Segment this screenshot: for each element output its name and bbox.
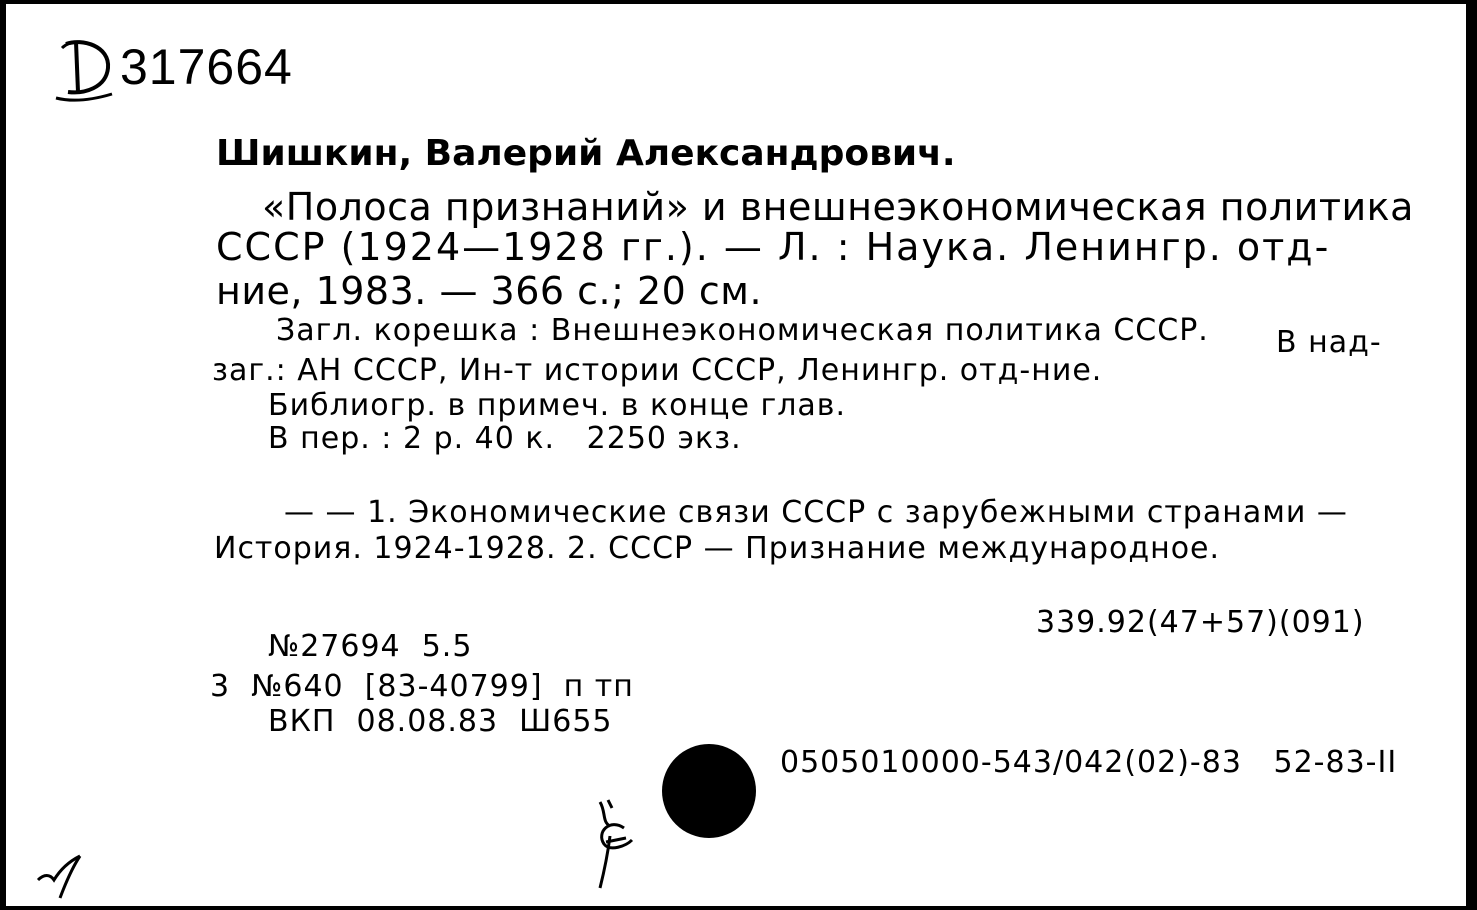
subject-line: — — 1. Экономические связи СССР с зарубежными странами —	[284, 495, 1348, 530]
title-line: СССР (1924—1928 гг.). — Л. : Наука. Ленингр. отд-	[216, 225, 1331, 269]
catalog-code: 0505010000-543/042(02)-83 52-83-II	[780, 745, 1398, 780]
author-heading: Шишкин, Валерий Александрович.	[216, 133, 956, 174]
note-line: Загл. корешка : Внешнеэкономическая политика СССР.	[276, 313, 1209, 348]
price-line: В пер. : 2 р. 40 к. 2250 экз.	[268, 421, 742, 456]
classification-code: 339.92(47+57)(091)	[1036, 605, 1365, 640]
note-line: В над-	[1276, 325, 1382, 360]
card-id: 317664	[120, 39, 293, 95]
punch-hole	[662, 744, 756, 838]
reference-line: 3 №640 [83-40799] п тп	[210, 669, 634, 704]
title-line: ние, 1983. — 366 с.; 20 см.	[216, 269, 763, 313]
card-edge	[1466, 4, 1471, 906]
note-line: заг.: АН СССР, Ин-т истории СССР, Ленингр. отд-ние.	[212, 353, 1103, 388]
handwritten-mark-icon	[580, 792, 650, 892]
reference-line: №27694 5.5	[268, 629, 473, 664]
note-line: Библиогр. в примеч. в конце глав.	[268, 388, 846, 423]
catalog-card	[6, 4, 1471, 906]
subject-line: История. 1924-1928. 2. СССР — Признание международное.	[214, 531, 1221, 566]
title-line: «Полоса признаний» и внешнеэкономическая политика	[262, 185, 1414, 229]
d-stamp-icon	[52, 30, 118, 104]
reference-line: ВКП 08.08.83 Ш655	[268, 704, 613, 739]
handwritten-number-icon	[32, 852, 92, 902]
